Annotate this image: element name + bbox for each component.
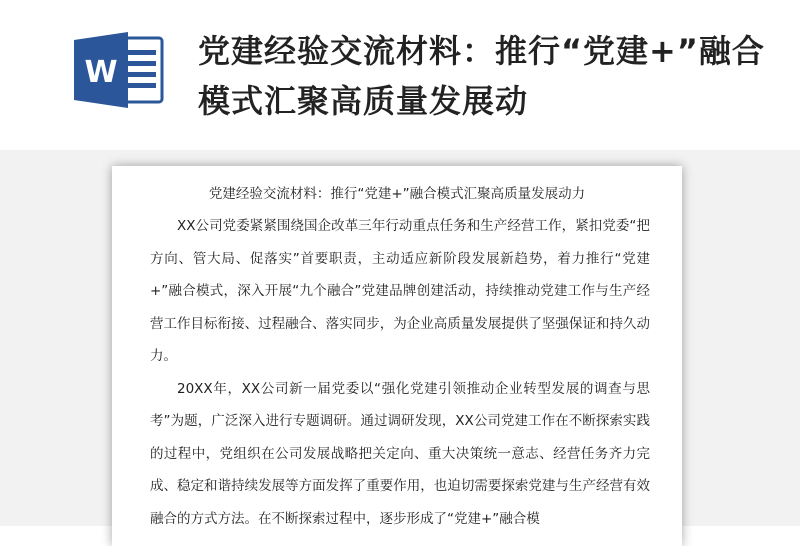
banner-title: 党建经验交流材料：推行“党建+”融合模式汇聚高质量发展动 (198, 32, 765, 120)
document-page (112, 166, 682, 546)
document-title: 党建经验交流材料：推行“党建+”融合模式汇聚高质量发展动力 (208, 186, 586, 202)
paragraph: 20XX年，XX公司新一届党委以“强化党建引领推动企业转型发展的调查与思考”为题，广泛深入进行专题调研。通过调研发现，XX公司党建工作在不断探索实践的过程中，党组织在公司发展战略把关定向、重大决策统一意志、经营任务齐力完成、稳定和谐持续发展等方面发挥了重要作用，也迫切需要探索党建与生产经营有效融合的方式方法。在不断探索过程中，逐步形成了“党建+”融合模 (150, 380, 650, 527)
word-document-icon (70, 30, 166, 110)
paragraph: XX公司党委紧紧围绕国企改革三年行动重点任务和生产经营工作，紧扣党委“把方向、管大局、促落实”首要职责，主动适应新阶段发展新趋势，着力推行“党建+”融合模式，深入开展“九个融合”党建品牌创建活动，持续推动党建工作与生产经营工作目标衔接、过程融合、落实同步，为企业高质量发展提供了坚强保证和持久动力。 (150, 218, 650, 364)
banner-header (0, 0, 800, 150)
word-logo-letter: W (84, 55, 118, 90)
document-body (150, 210, 650, 535)
